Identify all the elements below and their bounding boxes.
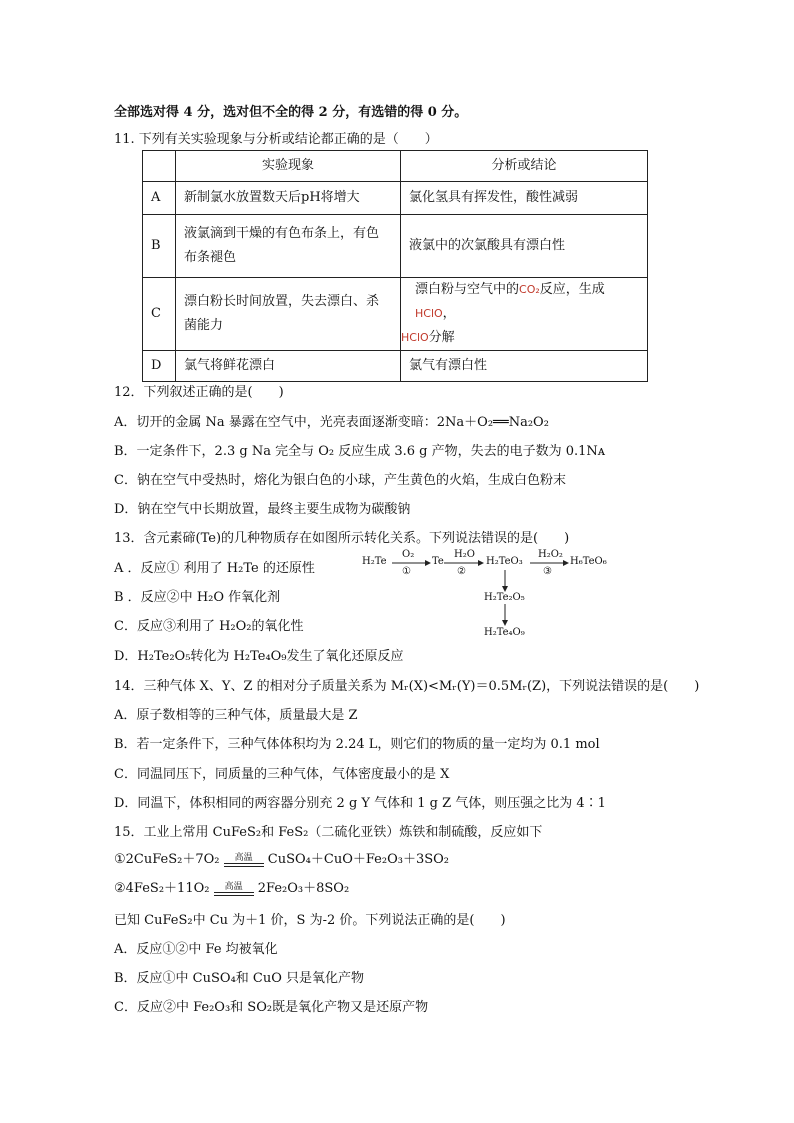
- species-h2te2o5: H₂Te₂O₅: [484, 592, 525, 603]
- arrowhead-3: [563, 560, 569, 566]
- hclo-formula: HClO: [401, 331, 429, 344]
- q14-stem: 14．三种气体 X、Y、Z 的相对分子质量关系为 Mᵣ(X)<Mᵣ(Y)＝0.5Mᵣ(Z)，下列说法错误的是( ): [114, 679, 700, 694]
- q14-option-c: C．同温同压下，同质量的三种气体，气体密度最小的是 X: [114, 767, 450, 782]
- species-h2te4o9: H₂Te₄O₉: [484, 627, 525, 638]
- reagent-h2o: H₂O: [454, 549, 475, 560]
- high-temp-condition: 高温: [224, 853, 264, 867]
- q15-equation-2: ②4FeS₂＋11O₂ 高温 2Fe₂O₃＋8SO₂: [114, 881, 350, 896]
- hclo-formula: HClO: [415, 307, 443, 320]
- table-row: [143, 351, 648, 382]
- reagent-o2: O₂: [402, 549, 415, 560]
- q13-option-d: D．H₂Te₂O₅转化为 H₂Te₄O₉发生了氧化还原反应: [114, 649, 404, 664]
- species-h2teo3: H₂TeO₃: [486, 556, 523, 567]
- phenomenon-line: 液氯滴到干燥的有色布条上，有色: [184, 226, 380, 241]
- table-header-row: [143, 151, 648, 182]
- row-label: D: [143, 351, 176, 382]
- q12-option-a: A．切开的金属 Na 暴露在空气中，光亮表面逐渐变暗：2Na＋O₂══Na₂O₂: [114, 415, 549, 430]
- row-label: C: [143, 278, 176, 351]
- table-row: [143, 182, 648, 215]
- q13-option-b: B ．反应②中 H₂O 作氧化剂: [114, 590, 281, 605]
- q12-stem: 12．下列叙述正确的是( ): [114, 385, 284, 400]
- co2-formula: CO₂: [519, 283, 540, 296]
- phenomenon-cell: [176, 215, 401, 278]
- species-te: Te: [432, 556, 444, 567]
- phenomenon-cell: [176, 278, 401, 351]
- conclusion-cell: 液氯中的次氯酸具有漂白性: [401, 215, 648, 278]
- q15-option-b: B．反应①中 CuSO₄和 CuO 只是氧化产物: [114, 971, 365, 986]
- q15-option-a: A．反应①②中 Fe 均被氧化: [114, 942, 278, 957]
- step-1-label: ①: [402, 566, 411, 577]
- q12-option-b: B．一定条件下，2.3 g Na 完全与 O₂ 反应生成 3.6 g 产物，失去的电子数为 0.1Nᴀ: [114, 444, 606, 459]
- q12-option-d: D．钠在空气中长期放置，最终主要生成物为碳酸钠: [114, 502, 411, 517]
- arrowhead-2: [478, 560, 484, 566]
- row-label: A: [143, 182, 176, 215]
- species-h2te: H₂Te: [362, 556, 387, 567]
- arrowhead-1: [425, 560, 431, 566]
- table-row: [143, 278, 648, 351]
- reagent-h2o2: H₂O₂: [538, 549, 563, 560]
- step-3-label: ③: [543, 566, 552, 577]
- q11-table: [142, 150, 648, 382]
- row-label: B: [143, 215, 176, 278]
- conclusion-cell: 漂白粉与空气中的CO₂反应，生成HClO， HClO分解: [401, 278, 648, 351]
- q14-option-a: A．原子数相等的三种气体，质量最大是 Z: [114, 708, 358, 723]
- conclusion-cell: 氯化氢具有挥发性，酸性减弱: [401, 182, 648, 215]
- q11-stem: 11. 下列有关实验现象与分析或结论都正确的是（ ）: [114, 132, 438, 147]
- q15-equation-1: ①2CuFeS₂＋7O₂ 高温 CuSO₄＋CuO＋Fe₂O₃＋3SO₂: [114, 852, 449, 867]
- species-h6teo6: H₆TeO₆: [570, 556, 607, 567]
- conclusion-cell: 氯气有漂白性: [401, 351, 648, 382]
- q13-option-a: A ．反应① 利用了 H₂Te 的还原性: [114, 561, 315, 576]
- arrowhead-down-2: [502, 620, 508, 626]
- table-row: [143, 215, 648, 278]
- phenomenon-line: 布条褪色: [184, 250, 237, 265]
- q13-option-c: C．反应③利用了 H₂O₂的氧化性: [114, 619, 304, 634]
- q12-option-c: C．钠在空气中受热时，熔化为银白色的小球，产生黄色的火焰，生成白色粉末: [114, 473, 566, 488]
- phenomenon-cell: 氯气将鲜花漂白: [176, 351, 401, 382]
- q14-option-d: D．同温下，体积相同的两容器分别充 2 g Y 气体和 1 g Z 气体，则压强之比为 4∶1: [114, 796, 606, 811]
- q15-option-c: C．反应②中 Fe₂O₃和 SO₂既是氧化产物又是还原产物: [114, 1000, 429, 1015]
- q15-stem: 15．工业上常用 CuFeS₂和 FeS₂（二硫化亚铁）炼铁和制硫酸，反应如下: [114, 825, 543, 840]
- scoring-note: 全部选对得 4 分，选对但不全的得 2 分，有选错的得 0 分。: [114, 105, 468, 120]
- col-head-phenomenon: 实验现象: [176, 151, 401, 182]
- high-temp-condition: 高温: [214, 882, 254, 896]
- col-head-conclusion: 分析或结论: [401, 151, 648, 182]
- tellurium-conversion-diagram: [362, 546, 662, 646]
- q14-option-b: B．若一定条件下，三种气体体积均为 2.24 L，则它们的物质的量一定均为 0.1 mol: [114, 737, 600, 752]
- q13-stem: 13．含元素碲(Te)的几种物质存在如图所示转化关系。下列说法错误的是( ): [114, 531, 570, 546]
- q15-given: 已知 CuFeS₂中 Cu 为＋1 价，S 为-2 价。下列说法正确的是( ): [114, 913, 506, 928]
- step-2-label: ②: [457, 566, 466, 577]
- phenomenon-line: 漂白粉长时间放置，失去漂白、杀: [184, 294, 380, 309]
- phenomenon-line: 菌能力: [184, 318, 224, 333]
- phenomenon-cell: 新制氯水放置数天后pH将增大: [176, 182, 401, 215]
